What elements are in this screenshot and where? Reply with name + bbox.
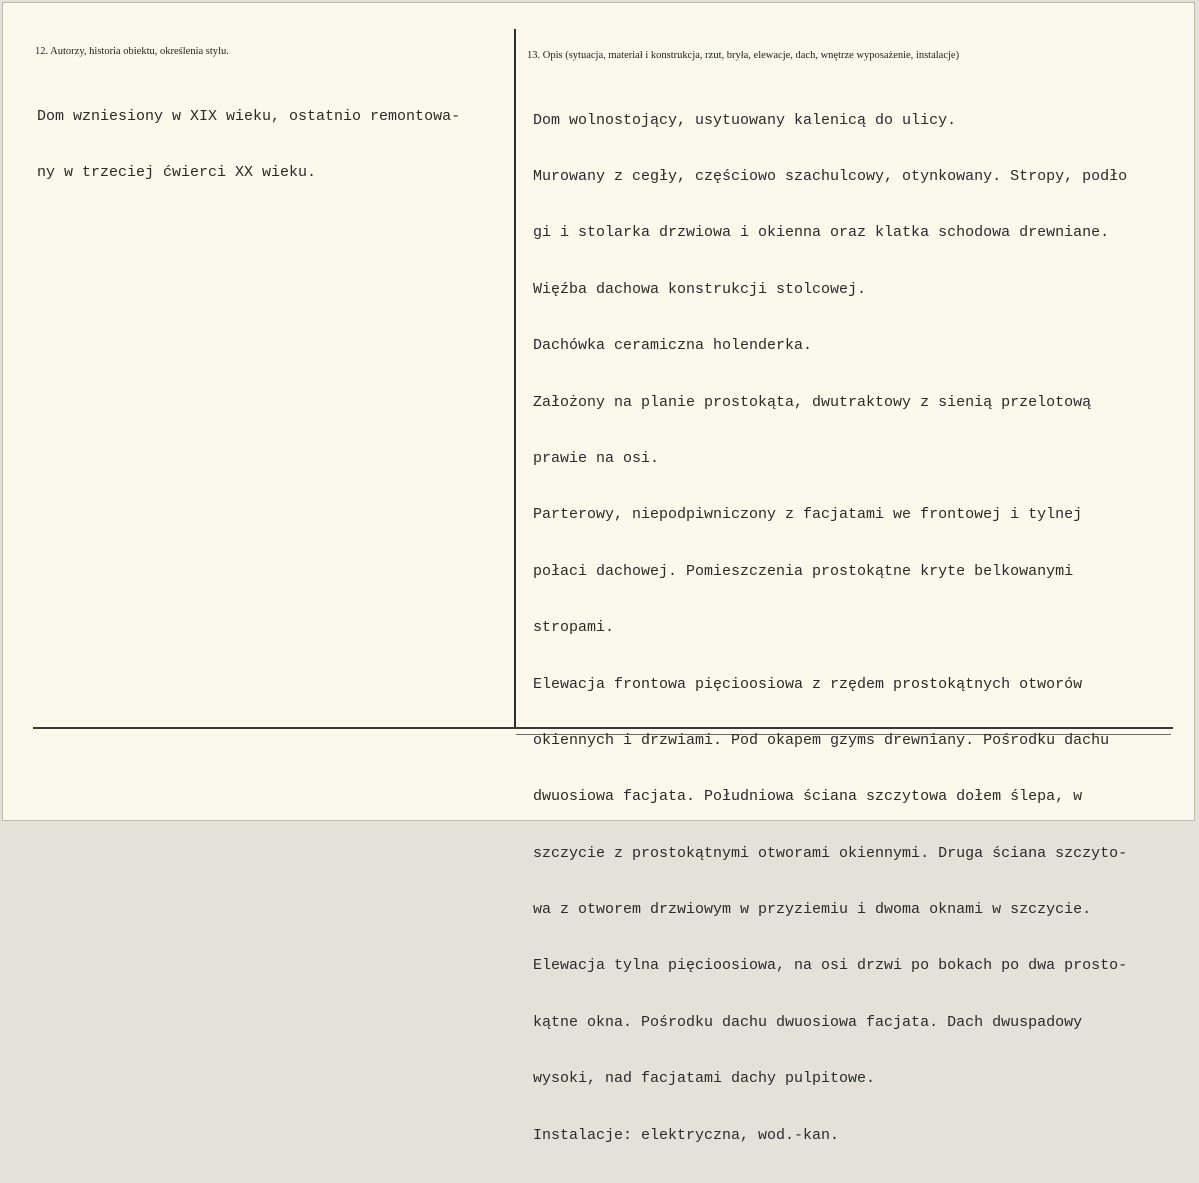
section-13-text <box>533 74 1127 1183</box>
text-line: połaci dachowej. Pomieszczenia prostokątne kryte belkowanymi <box>533 562 1074 580</box>
text-line: Dom wzniesiony w XIX wieku, ostatnio remontowa- <box>37 107 461 125</box>
section-12-heading: 12. Autorzy, historia obiektu, określenia stylu. <box>35 46 229 57</box>
text-line: Dom wolnostojący, usytuowany kalenicą do ulicy. <box>533 111 957 129</box>
text-line: dwuosiowa facjata. Południowa ściana szczytowa dołem ślepa, w <box>533 788 1083 806</box>
text-line: kątne okna. Pośrodku dachu dwuosiowa facjata. Dach dwuspadowy <box>533 1013 1083 1031</box>
text-line: wysoki, nad facjatami dachy pulpitowe. <box>533 1070 876 1088</box>
record-card <box>2 2 1195 1144</box>
text-line: Więźba dachowa konstrukcji stolcowej. <box>533 280 867 298</box>
text-line: Elewacja tylna pięcioosiowa, na osi drzwi po bokach po dwa prosto- <box>533 957 1128 975</box>
text-line: okiennych i drzwiami. Pod okapem gzyms drewniany. Pośrodku dachu <box>533 731 1110 749</box>
text-line: gi i stolarka drzwiowa i okienna oraz klatka schodowa drewniane. <box>533 224 1110 242</box>
text-line: stropami. <box>533 619 615 637</box>
text-line: Elewacja frontowa pięcioosiowa z rzędem prostokątnych otworów <box>533 675 1083 693</box>
text-line: Instalacje: elektryczna, wod.-kan. <box>533 1126 840 1144</box>
text-line: Parterowy, niepodpiwniczony z facjatami we frontowej i tylnej <box>533 506 1083 524</box>
text-line: ny w trzeciej ćwierci XX wieku. <box>37 163 317 181</box>
text-line: Założony na planie prostokąta, dwutraktowy z sienią przelotową <box>533 393 1092 411</box>
text-line: prawie na osi. <box>533 449 660 467</box>
section-13-heading: 13. Opis (sytuacja, materiał i konstrukcja, rzut, bryła, elewacje, dach, wnętrze wyposażenie, instalacje) <box>527 50 960 61</box>
text-line: wa z otworem drzwiowym w przyziemiu i dwoma oknami w szczycie. <box>533 901 1092 919</box>
column-divider <box>514 29 516 729</box>
text-line: szczycie z prostokątnymi otworami okiennymi. Druga ściana szczyto- <box>533 844 1128 862</box>
section-12-text <box>37 70 460 220</box>
text-line: Dachówka ceramiczna holenderka. <box>533 337 813 355</box>
text-line: Murowany z cegły, częściowo szachulcowy, otynkowany. Stropy, podło <box>533 167 1128 185</box>
